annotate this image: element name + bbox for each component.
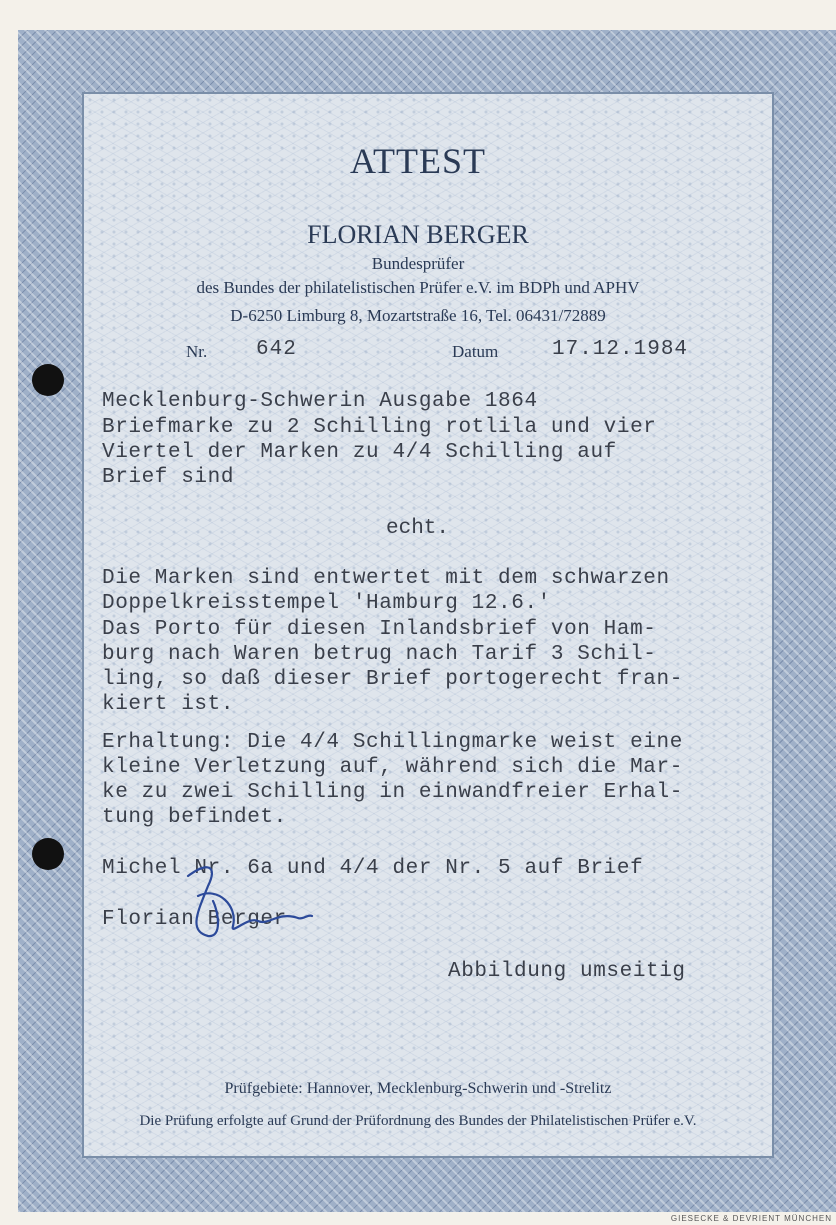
punch-hole-top	[32, 364, 64, 396]
signer-name: Florian Berger	[102, 908, 287, 931]
expertise-areas: Prüfgebiete: Hannover, Mecklenburg-Schwerin und -Strelitz	[224, 1080, 612, 1097]
expert-address: D-6250 Limburg 8, Mozartstraße 16, Tel. 06431/72889	[230, 306, 606, 325]
body-line: Brief sind	[102, 466, 235, 489]
body-line: Erhaltung: Die 4/4 Schillingmarke weist eine	[102, 731, 683, 754]
regulation-note: Die Prüfung erfolgte auf Grund der Prüfordnung des Bundes der Philatelistischen Prüfer e.V.	[139, 1113, 697, 1129]
body-line: burg nach Waren betrug nach Tarif 3 Schil-	[102, 643, 657, 666]
nr-value: 642	[256, 338, 297, 361]
michel-reference: Michel Nr. 6a und 4/4 der Nr. 5 auf Brief	[102, 857, 644, 880]
verdict-text: echt.	[386, 517, 450, 540]
body-line: Mecklenburg-Schwerin Ausgabe 1864	[102, 390, 538, 413]
printer-imprint: GIESECKE & DEVRIENT MÜNCHEN	[670, 1214, 832, 1223]
expert-role: Bundesprüfer	[371, 254, 465, 273]
body-line: Viertel der Marken zu 4/4 Schilling auf	[102, 441, 617, 464]
body-line: kleine Verletzung auf, während sich die Mar-	[102, 756, 683, 779]
body-line: ling, so daß dieser Brief portogerecht fran-	[102, 668, 683, 691]
body-line: ke zu zwei Schilling in einwandfreier Erhal-	[102, 781, 683, 804]
expert-association: des Bundes der philatelistischen Prüfer e.V. im BDPh und APHV	[196, 278, 640, 297]
body-line: Briefmarke zu 2 Schilling rotlila und vier	[102, 416, 657, 439]
body-line: tung befindet.	[102, 806, 287, 829]
body-line: Die Marken sind entwertet mit dem schwarzen	[102, 567, 670, 590]
handwritten-signature	[178, 856, 318, 946]
datum-value: 17.12.1984	[552, 338, 689, 361]
certificate-title: ATTEST	[350, 141, 486, 181]
body-line: kiert ist.	[102, 693, 235, 716]
body-line: Doppelkreisstempel 'Hamburg 12.6.'	[102, 592, 551, 615]
illustration-note: Abbildung umseitig	[448, 960, 686, 983]
nr-label: Nr.	[186, 342, 208, 361]
punch-hole-bottom	[32, 838, 64, 870]
expert-name: FLORIAN BERGER	[307, 220, 529, 249]
datum-label: Datum	[452, 342, 499, 361]
body-line: Das Porto für diesen Inlandsbrief von Ham-	[102, 618, 657, 641]
